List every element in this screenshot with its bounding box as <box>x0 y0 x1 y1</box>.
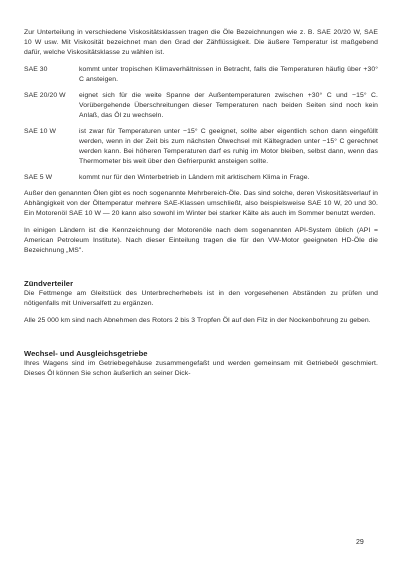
viscosity-class-term: SAE 30 <box>24 66 48 73</box>
page-number: 29 <box>356 539 364 546</box>
section-paragraph: Die Fettmenge am Gleitstück des Unterbrecherhebels ist in den vorgesehenen Abständen zu prüfen und nötigenfalls mit Universalfett zu ergänzen. <box>24 290 378 307</box>
multigrade-oil-paragraph: Außer den genannten Ölen gibt es noch sogenannte Mehrbereich-Öle. Das sind solche, deren Viskositätsverlauf in Abhängigkeit von der Öltemperatur mehrere SAE-Klassen umschließt, also beispielsweise SAE 10 W, 20 und 30. Ein Motorenöl SAE 10 W — 20 kann also sowohl im Winter bei starker Kälte als auch im Sommer benutzt werden. <box>24 190 379 217</box>
section-heading: Zündverteiler <box>24 279 74 288</box>
viscosity-class-description: ist zwar für Temperaturen unter −15° C geeignet, sollte aber eigentlich schon dann eingefüllt werden, wenn in der Zeit bis zum nächsten Ölwechsel mit Kältegraden unter −15° C gerechnet werden kann. Bei höheren Temperaturen darf es ruhig im Motor bleiben, selbst dann, wenn das Thermometer bis weit über den Gefrierpunkt ansteigen sollte. <box>79 128 378 165</box>
viscosity-class-item <box>24 65 378 85</box>
intro-paragraph: Zur Unterteilung in verschiedene Viskositätsklassen tragen die Öle Bezeichnungen wie z. B. SAE 20/20 W, SAE 10 W usw. Mit Viskosität bezeichnet man den Grad der Zähflüssigkeit. Die äußere Temperatur ist maßgebend dafür, welche Viskositätsklasse zu wählen ist. <box>24 29 378 56</box>
viscosity-class-term: SAE 10 W <box>24 128 56 135</box>
viscosity-class-list <box>24 65 378 183</box>
page-content <box>24 28 378 379</box>
viscosity-class-item <box>24 127 378 167</box>
section-heading: Wechsel- und Ausgleichsgetriebe <box>24 349 148 358</box>
viscosity-class-term: SAE 20/20 W <box>24 92 66 99</box>
section-paragraph: Alle 25 000 km sind nach Abnehmen des Rotors 2 bis 3 Tropfen Öl auf den Filz in der Nockenbohrung zu geben. <box>24 317 371 324</box>
viscosity-class-description: kommt nur für den Winterbetrieb in Ländern mit arktischem Klima in Frage. <box>79 174 310 181</box>
viscosity-class-item <box>24 173 378 183</box>
viscosity-class-item <box>24 91 378 121</box>
viscosity-class-description: kommt unter tropischen Klimaverhältnissen in Betracht, falls die Temperaturen häufig über +30° C ansteigen. <box>79 66 378 83</box>
section-transmission <box>24 348 378 379</box>
api-system-paragraph: In einigen Ländern ist die Kennzeichnung der Motorenöle nach dem sogenannten API-System üblich (API = American Petroleum Institute). Nach dieser Einteilung tragen die für den VW-Motor geeigneten HD-Öle die Bezeichnung „MS". <box>24 227 378 254</box>
viscosity-class-description: eignet sich für die weite Spanne der Außentemperaturen zwischen +30° C und −15° C. Vorübergehende Überschreitungen dieser Temperaturen nach beiden Seiten sind noch kein Anlaß, das Öl zu wechseln. <box>79 92 378 119</box>
section-distributor <box>24 278 378 326</box>
viscosity-class-term: SAE 5 W <box>24 174 53 181</box>
section-paragraph: Ihres Wagens sind im Getriebegehäuse zusammengefaßt und werden gemeinsam mit Getriebeöl geschmiert. Dieses Öl können Sie schon äußerlich an seiner Dick- <box>24 360 378 377</box>
